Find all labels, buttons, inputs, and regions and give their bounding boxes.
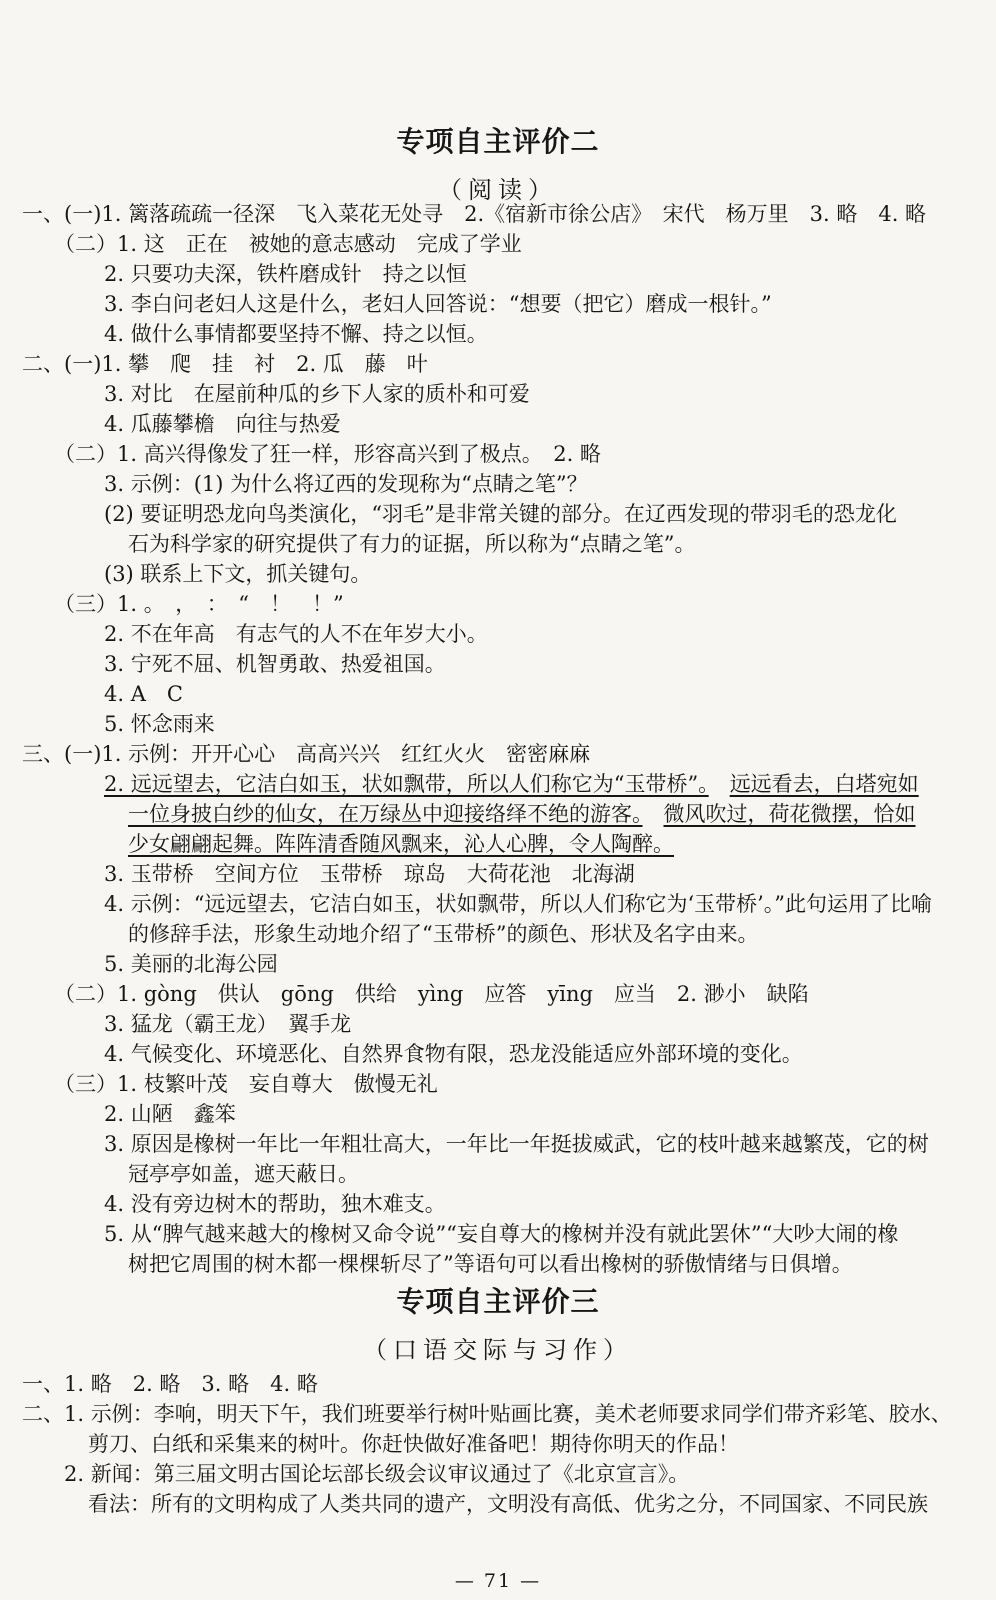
answer-line (128, 830, 674, 858)
answer-line: 3. 对比 在屋前种瓜的乡下人家的质朴和可爱 (104, 382, 530, 406)
answer-line: 三、(一)1. 示例：开开心心 高高兴兴 红红火火 密密麻麻 (22, 742, 591, 766)
answer-line: 冠亭亭如盖，遮天蔽日。 (128, 1162, 359, 1186)
section-subtitle-3: （口语交际与习作） (363, 1336, 633, 1364)
answer-line: 5. 美丽的北海公园 (104, 952, 278, 976)
answer-line: 3. 玉带桥 空间方位 玉带桥 琼岛 大荷花池 北海湖 (104, 862, 635, 886)
answer-line: 2. 山陋 鑫笨 (104, 1102, 236, 1126)
answer-line: 2. 新闻：第三届文明古国论坛部长级会议审议通过了《北京宣言》。 (64, 1462, 690, 1486)
answer-line: 4. 瓜藤攀檐 向往与热爱 (104, 412, 341, 436)
section-subtitle-2: （阅读） (438, 176, 558, 204)
answer-line: 4. 做什么事情都要坚持不懈、持之以恒。 (104, 322, 488, 346)
answer-line: 2. 只要功夫深，铁杵磨成针 持之以恒 (104, 262, 467, 286)
answer-line: 一、1. 略 2. 略 3. 略 4. 略 (22, 1372, 318, 1396)
answer-line: (2) 要证明恐龙向鸟类演化，“羽毛”是非常关键的部分。在辽西发现的带羽毛的恐龙化 (104, 502, 897, 526)
answer-line (128, 800, 916, 828)
answer-line: 3. 示例：(1) 为什么将辽西的发现称为“点睛之笔”？ (104, 472, 588, 496)
answer-line: 石为科学家的研究提供了有力的证据，所以称为“点睛之笔”。 (128, 532, 696, 556)
answer-line: 的修辞手法，形象生动地介绍了“玉带桥”的颜色、形状及名字由来。 (128, 922, 759, 946)
answer-line: 树把它周围的树木都一棵棵斩尽了”等语句可以看出橡树的骄傲情绪与日俱增。 (128, 1252, 853, 1276)
answer-line: 3. 宁死不屈、机智勇敢、热爱祖国。 (104, 652, 446, 676)
answer-line: 二、1. 示例：李响，明天下午，我们班要举行树叶贴画比赛，美术老师要求同学们带齐彩笔、胶水、 (22, 1402, 952, 1426)
underlined-sentence: 少女翩翩起舞。阵阵清香随风飘来，沁人心脾，令人陶醉。 (128, 832, 674, 856)
section-title-3: 专项自主评价三 (396, 1285, 600, 1318)
answer-line: 一、(一)1. 篱落疏疏一径深 飞入菜花无处寻 2.《宿新市徐公店》 宋代 杨万里 3. 略 4. 略 (22, 202, 927, 226)
answer-line: （二）1. 高兴得像发了狂一样，形容高兴到了极点。 2. 略 (54, 442, 601, 466)
answer-line: （三）1. 枝繁叶茂 妄自尊大 傲慢无礼 (54, 1072, 438, 1096)
answer-line: 5. 从“脾气越来越大的橡树又命令说”“妄自尊大的橡树并没有就此罢休”“大吵大闹的橡 (104, 1222, 899, 1246)
answer-line: 4. A C (104, 682, 183, 706)
underlined-sentence: 远远看去，白塔宛如 (729, 772, 919, 796)
answer-line: 3. 李白问老妇人这是什么，老妇人回答说：“想要（把它）磨成一根针。” (104, 292, 772, 316)
answer-line: 剪刀、白纸和采集来的树叶。你赶快做好准备吧！期待你明天的作品！ (88, 1432, 739, 1456)
answer-line: 看法：所有的文明构成了人类共同的遗产，文明没有高低、优劣之分，不同国家、不同民族 (88, 1492, 928, 1516)
answer-line: 3. 猛龙（霸王龙） 翼手龙 (104, 1012, 352, 1036)
answer-line: (3) 联系上下文，抓关键句。 (104, 562, 372, 586)
answer-line: 4. 气候变化、环境恶化、自然界食物有限，恐龙没能适应外部环境的变化。 (104, 1042, 803, 1066)
answer-line: 4. 示例：“远远望去，它洁白如玉，状如飘带，所以人们称它为‘玉带桥’。”此句运用了比喻 (104, 892, 933, 916)
answer-line: （二）1. gòng 供认 gōng 供给 yìng 应答 yīng 应当 2. 渺小 缺陷 (54, 982, 809, 1006)
section-title-2: 专项自主评价二 (396, 125, 600, 158)
answer-line: （三）1. 。 ， ： “ ！ ！” (54, 592, 344, 616)
underlined-sentence: 一位身披白纱的仙女，在万绿丛中迎接络绎不绝的游客。 (128, 802, 643, 826)
answer-line: 4. 没有旁边树木的帮助，独木难支。 (104, 1192, 446, 1216)
answer-line: （二）1. 这 正在 被她的意志感动 完成了学业 (54, 232, 522, 256)
page-number: — 71 — (454, 1570, 542, 1592)
answer-line: 3. 原因是橡树一年比一年粗壮高大，一年比一年挺拔威武，它的枝叶越来越繁茂，它的树 (104, 1132, 929, 1156)
answer-line: 二、(一)1. 攀 爬 挂 衬 2. 瓜 藤 叶 (22, 352, 428, 376)
underlined-sentence: 微风吹过，荷花微摆，恰如 (663, 802, 916, 826)
underlined-sentence: 2. 远远望去，它洁白如玉，状如飘带，所以人们称它为“玉带桥”。 (104, 772, 709, 796)
answer-line: 2. 不在年高 有志气的人不在年岁大小。 (104, 622, 488, 646)
answer-line: 5. 怀念雨来 (104, 712, 215, 736)
answer-line (104, 770, 919, 798)
